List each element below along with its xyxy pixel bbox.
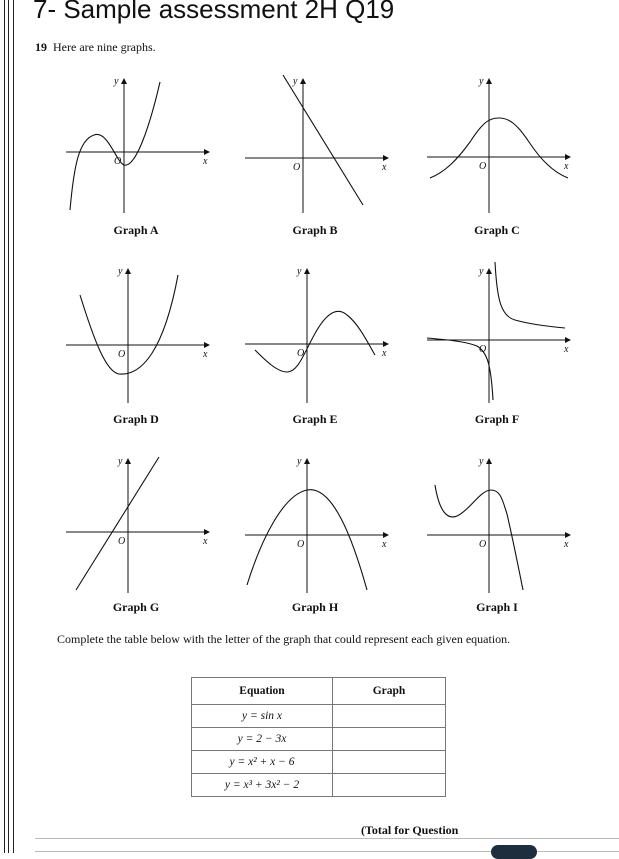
graph-f-panel (425, 260, 575, 405)
x-axis-label: x (382, 162, 387, 173)
x-axis-label: x (203, 156, 208, 167)
total-label: (Total for Question (361, 823, 459, 837)
origin-label: O (114, 156, 122, 167)
equation-cell: y = x² + x − 6 (192, 751, 333, 774)
y-axis-arrow (125, 458, 131, 464)
graph-label: Graph F (474, 412, 520, 426)
instruction-text: Complete the table below with the letter of the graph that could represent each given equation. (57, 632, 511, 646)
y-axis-arrow (486, 78, 492, 84)
y-axis-label: y (114, 76, 119, 87)
y-axis-arrow (300, 78, 306, 84)
graph-label: Graph H (291, 600, 339, 614)
table-row (192, 774, 446, 797)
x-axis-label: x (564, 539, 569, 550)
x-axis-arrow (565, 532, 571, 538)
y-axis-arrow (304, 458, 310, 464)
x-axis-label: x (203, 536, 208, 547)
graph-answer-cell[interactable] (333, 728, 446, 751)
origin-label: O (479, 539, 487, 550)
graph-d-panel (64, 260, 214, 405)
graph-label: Graph C (474, 223, 520, 237)
left-border-line (8, 0, 9, 853)
y-axis-label: y (297, 456, 302, 467)
origin-label: O (293, 162, 301, 173)
x-axis-arrow (383, 341, 389, 347)
question-number: 19 (35, 40, 47, 54)
graph-header: Graph (333, 678, 446, 705)
page-title: 7- Sample assessment 2H Q19 (33, 0, 395, 24)
graph-g-panel (64, 450, 214, 595)
x-axis-arrow (204, 342, 210, 348)
graph-e-panel (243, 260, 393, 405)
graph-c-panel (425, 70, 575, 215)
origin-label: O (479, 161, 487, 172)
y-axis-label: y (479, 456, 484, 467)
graph-curve (70, 82, 160, 210)
y-axis-arrow (304, 268, 310, 274)
question-text: Here are nine graphs. (53, 40, 156, 54)
graph-d-plot (64, 260, 214, 405)
y-axis-label: y (297, 266, 302, 277)
y-axis-arrow (125, 268, 131, 274)
graph-a-panel (64, 70, 214, 215)
graph-label: Graph B (292, 223, 338, 237)
graph-curve (80, 275, 178, 374)
x-axis-arrow (383, 532, 389, 538)
graph-curve (255, 311, 375, 372)
equation-cell: y = 2 − 3x (192, 728, 333, 751)
y-axis-arrow (486, 268, 492, 274)
equation-cell: y = sin x (192, 705, 333, 728)
x-axis-arrow (383, 155, 389, 161)
graph-e-plot (243, 260, 393, 405)
graph-a-plot (64, 70, 214, 215)
y-axis-label: y (479, 76, 484, 87)
x-axis-label: x (564, 344, 569, 355)
origin-label: O (118, 349, 126, 360)
origin-label: O (118, 536, 126, 547)
graph-curve (495, 262, 565, 328)
x-axis-label: x (382, 348, 387, 359)
graph-label: Graph I (476, 600, 518, 614)
x-axis-arrow (204, 529, 210, 535)
origin-label: O (297, 348, 305, 359)
x-axis-arrow (565, 337, 571, 343)
x-axis-arrow (565, 154, 571, 160)
equation-table (191, 677, 446, 797)
graph-curve (430, 118, 568, 178)
y-axis-label: y (118, 266, 123, 277)
graph-b-plot (243, 70, 393, 215)
graph-curve (283, 75, 363, 205)
question-line (35, 40, 156, 55)
graph-label: Graph A (113, 223, 159, 237)
table-header-row (192, 678, 446, 705)
graph-label: Graph D (113, 412, 159, 426)
graph-c-plot (425, 70, 575, 215)
table-row (192, 705, 446, 728)
graph-curve (76, 457, 159, 590)
y-axis-arrow (486, 458, 492, 464)
graph-answer-cell[interactable] (333, 751, 446, 774)
x-axis-label: x (564, 161, 569, 172)
graph-answer-cell[interactable] (333, 774, 446, 797)
x-axis-arrow (204, 149, 210, 155)
graph-h-panel (243, 450, 393, 595)
y-axis-label: y (118, 456, 123, 467)
y-axis-label: y (293, 76, 298, 87)
graph-g-plot (64, 450, 214, 595)
graph-label: Graph G (112, 600, 160, 614)
graph-i-plot (425, 450, 575, 595)
origin-label: O (479, 344, 487, 355)
overlay-button[interactable] (491, 845, 537, 859)
graph-b-panel (243, 70, 393, 215)
graph-f-plot (425, 260, 575, 405)
table-row (192, 728, 446, 751)
y-axis-label: y (479, 266, 484, 277)
left-border-line (13, 0, 14, 853)
y-axis-arrow (121, 78, 127, 84)
divider (35, 838, 619, 839)
graph-i-panel (425, 450, 575, 595)
x-axis-label: x (203, 349, 208, 360)
x-axis-label: x (382, 539, 387, 550)
table-row (192, 751, 446, 774)
graph-h-plot (243, 450, 393, 595)
graph-label: Graph E (292, 412, 338, 426)
graph-curve (435, 485, 523, 590)
equation-cell: y = x³ + 3x² − 2 (192, 774, 333, 797)
origin-label: O (297, 539, 305, 550)
equation-header: Equation (192, 678, 333, 705)
graph-answer-cell[interactable] (333, 705, 446, 728)
left-border-line (4, 0, 5, 853)
